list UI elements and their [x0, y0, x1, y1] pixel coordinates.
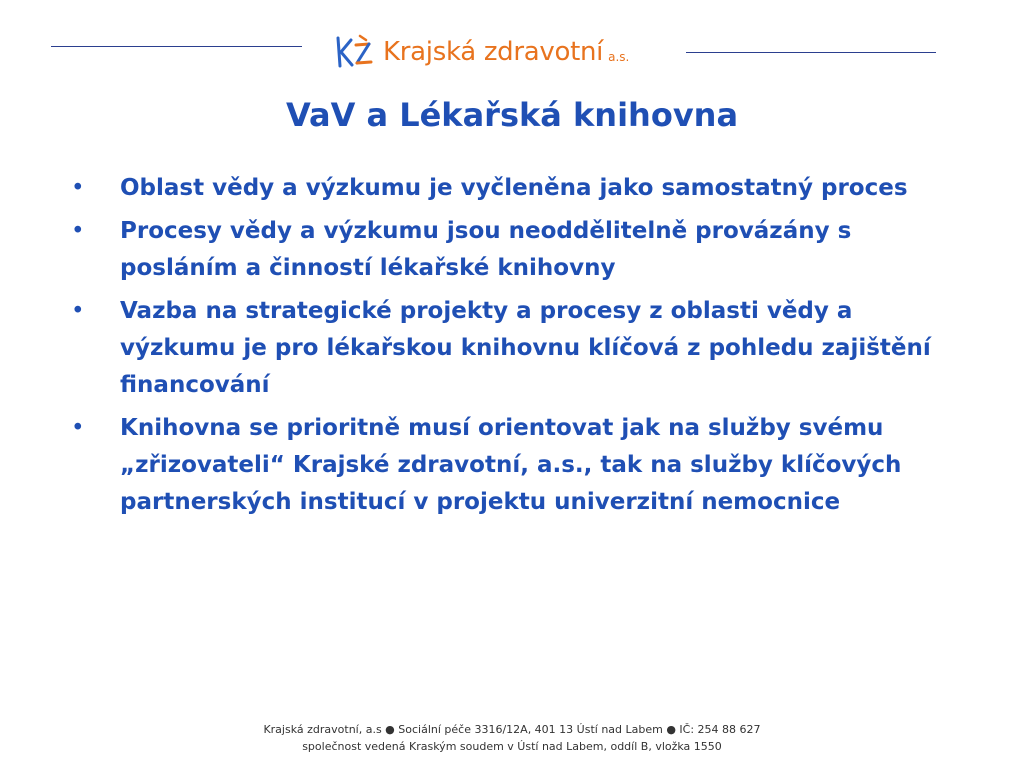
- bullet-icon: •: [71, 415, 85, 441]
- bullet-text: Knihovna se prioritně musí orientovat jak na služby svému „zřizovateli“ Krajské zdravotní, a.s., tak na služby klíčových partnerských institucí v projektu univerzitní nemocnice: [120, 415, 902, 515]
- bullet-item: [64, 293, 964, 404]
- company-logo: [333, 32, 629, 72]
- footer-line-registry: společnost vedená Kraským soudem v Ústí nad Labem, oddíl B, vložka 1550: [302, 740, 722, 753]
- bullet-item: [64, 170, 964, 207]
- bullet-text: Procesy vědy a výzkumu jsou neoddělitelně provázány s posláním a činností lékařské knihovny: [120, 218, 852, 281]
- slide-title: VaV a Lékařská knihovna: [285, 96, 739, 134]
- bullet-item: [64, 213, 964, 287]
- logo-text: Krajská zdravotní: [383, 37, 604, 67]
- footer: [0, 721, 1024, 755]
- bullet-list: [64, 170, 964, 527]
- logo-suffix: a.s.: [608, 50, 630, 64]
- bullet-icon: •: [71, 298, 85, 324]
- header-rule-right: [686, 52, 936, 53]
- bullet-item: [64, 410, 964, 521]
- footer-line-address: Krajská zdravotní, a.s ● Sociální péče 3316/12A, 401 13 Ústí nad Labem ● IČ: 254 88 627: [263, 723, 761, 736]
- bullet-text: Oblast vědy a výzkumu je vyčleněna jako samostatný proces: [120, 175, 908, 201]
- bullet-text: Vazba na strategické projekty a procesy z oblasti vědy a výzkumu je pro lékařskou knihovnu klíčová z pohledu zajištění financování: [120, 298, 931, 398]
- header-rule-left: [51, 46, 302, 47]
- bullet-icon: •: [71, 218, 85, 244]
- kz-logo-icon: [333, 32, 375, 72]
- bullet-icon: •: [71, 175, 85, 201]
